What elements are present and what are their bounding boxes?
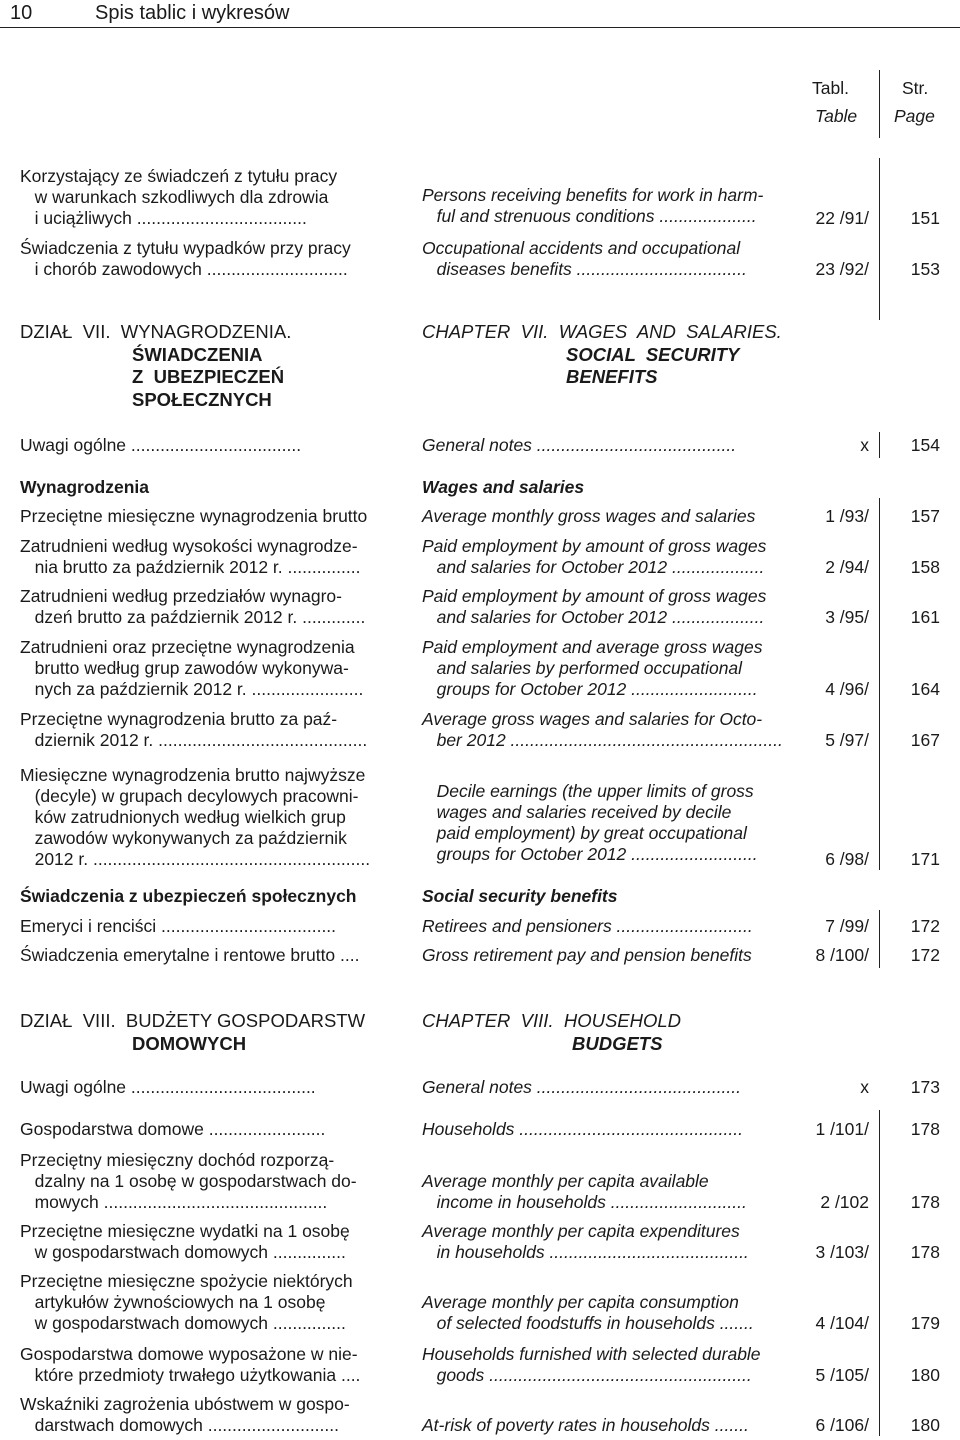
entry-title-en: Retirees and pensioners ............................ bbox=[422, 916, 753, 936]
entry-title-en: ber 2012 ........................................................ bbox=[422, 730, 783, 750]
table-number: 4 /96/ bbox=[825, 679, 869, 699]
entry-title-pl: w warunkach szkodliwych dla zdrowia bbox=[20, 187, 329, 207]
entry-title-pl: artykułów żywnościowych na 1 osobę bbox=[20, 1292, 326, 1312]
general-notes-pl: Uwagi ogólne ................................... bbox=[20, 435, 302, 455]
entry-title-en: Occupational accidents and occupational bbox=[422, 238, 741, 258]
entry-title-en: wages and salaries received by decile bbox=[422, 802, 732, 822]
entry-title-en: At-risk of poverty rates in households ....... bbox=[422, 1415, 749, 1435]
table-number: 4 /104/ bbox=[815, 1313, 869, 1333]
page-number-ref: 158 bbox=[910, 557, 940, 577]
entry-title-pl: Świadczenia emerytalne i rentowe brutto .... bbox=[20, 945, 360, 965]
entry-title-en: Persons receiving benefits for work in harm- bbox=[422, 185, 764, 205]
entry-title-pl: nia brutto za październik 2012 r. ............... bbox=[20, 557, 361, 577]
entry-title-pl: Gospodarstwa domowe ........................ bbox=[20, 1119, 326, 1139]
entry-title-pl: Gospodarstwa domowe wyposażone w nie- bbox=[20, 1344, 358, 1364]
chapter-heading-en: CHAPTER VII. WAGES AND SALARIES. bbox=[422, 321, 782, 342]
entry-title-pl: które przedmioty trwałego użytkowania .... bbox=[20, 1365, 361, 1385]
table-number: 1 /93/ bbox=[825, 506, 869, 526]
chapter-heading-pl: SPOŁECZNYCH bbox=[132, 389, 272, 410]
chapter-heading-pl: DZIAŁ VIII. BUDŻETY GOSPODARSTW bbox=[20, 1010, 366, 1031]
entry-title-en: and salaries for October 2012 ................... bbox=[422, 557, 765, 577]
entry-title-pl: zawodów wykonywanych za październik bbox=[20, 828, 347, 848]
entry-title-en: in households ......................................... bbox=[422, 1242, 749, 1262]
table-number: 3 /95/ bbox=[825, 607, 869, 627]
chapter-heading-en: BUDGETS bbox=[572, 1033, 663, 1054]
page-number-ref: 178 bbox=[910, 1119, 940, 1139]
entry-title-pl: darstwach domowych ........................... bbox=[20, 1415, 339, 1435]
chapter-heading-pl: DOMOWYCH bbox=[132, 1033, 247, 1054]
page-number-ref: 179 bbox=[910, 1313, 940, 1333]
general-notes-en: General notes .......................................... bbox=[422, 1077, 741, 1097]
col-table-en: Table bbox=[815, 106, 858, 126]
chapter-heading-pl: DZIAŁ VII. WYNAGRODZENIA. bbox=[20, 321, 292, 342]
page-number-ref: 180 bbox=[910, 1415, 940, 1435]
entry-title-en: Average monthly per capita available bbox=[422, 1171, 709, 1191]
entry-title-en: of selected foodstuffs in households ....... bbox=[422, 1313, 754, 1333]
page-number-ref: 172 bbox=[910, 945, 940, 965]
page-number-ref: 151 bbox=[910, 208, 940, 228]
entry-title-en: Decile earnings (the upper limits of gross bbox=[422, 781, 754, 801]
entry-title-pl: dziernik 2012 r. ........................................... bbox=[20, 730, 368, 750]
table-number: 8 /100/ bbox=[815, 945, 869, 965]
entry-title-pl: 2012 r. ......................................................... bbox=[20, 849, 371, 869]
entry-title-en: and salaries by performed occupational bbox=[422, 658, 743, 678]
table-number: 6 /106/ bbox=[815, 1415, 869, 1435]
general-notes-pl: Uwagi ogólne ...................................... bbox=[20, 1077, 316, 1097]
page-number: 10 bbox=[10, 2, 33, 24]
table-number: x bbox=[860, 1077, 869, 1097]
table-number: 23 /92/ bbox=[815, 259, 869, 279]
page-number-ref: 164 bbox=[910, 679, 940, 699]
entry-title-pl: Przeciętne wynagrodzenia brutto za paź- bbox=[20, 709, 338, 729]
chapter-heading-en: SOCIAL SECURITY bbox=[566, 344, 740, 365]
entry-title-pl: Przeciętne miesięczne spożycie niektórych bbox=[20, 1271, 353, 1291]
entry-title-pl: Przeciętne miesięczne wydatki na 1 osobę bbox=[20, 1221, 350, 1241]
entry-title-en: Paid employment and average gross wages bbox=[422, 637, 763, 657]
entry-title-en: ful and strenuous conditions .................... bbox=[422, 206, 757, 226]
entry-title-pl: Korzystający ze świadczeń z tytułu pracy bbox=[20, 166, 338, 186]
entry-title-pl: brutto według grup zawodów wykonywa- bbox=[20, 658, 349, 678]
chapter-heading-pl: Z UBEZPIECZEŃ bbox=[132, 366, 285, 387]
section-heading-en: Social security benefits bbox=[422, 886, 618, 906]
column-divider bbox=[879, 158, 880, 320]
table-number: 2 /94/ bbox=[825, 557, 869, 577]
general-notes-en: General notes ......................................... bbox=[422, 435, 737, 455]
entry-title-pl: dzeń brutto za październik 2012 r. ............. bbox=[20, 607, 366, 627]
entry-title-pl: Przeciętny miesięczny dochód rozporzą- bbox=[20, 1150, 335, 1170]
section-heading-en: Wages and salaries bbox=[422, 477, 585, 497]
entry-title-en: goods ...................................................... bbox=[422, 1365, 752, 1385]
entry-title-pl: dzalny na 1 osobę w gospodarstwach do- bbox=[20, 1171, 357, 1191]
entry-title-en: Households furnished with selected durable bbox=[422, 1344, 761, 1364]
chapter-heading-en: BENEFITS bbox=[566, 366, 658, 387]
entry-title-pl: Miesięczne wynagrodzenia brutto najwyższe bbox=[20, 765, 366, 785]
page-number-ref: 154 bbox=[910, 435, 940, 455]
entry-title-pl: ków zatrudnionych według wielkich grup bbox=[20, 807, 346, 827]
column-divider bbox=[879, 910, 880, 968]
section-heading-pl: Świadczenia z ubezpieczeń społecznych bbox=[20, 886, 357, 906]
entry-title-en: Average gross wages and salaries for Octo- bbox=[422, 709, 763, 729]
page-number-ref: 178 bbox=[910, 1242, 940, 1262]
entry-title-pl: w gospodarstwach domowych ............... bbox=[20, 1313, 346, 1333]
column-divider bbox=[879, 70, 880, 138]
table-number: 5 /105/ bbox=[815, 1365, 869, 1385]
entry-title-pl: w gospodarstwach domowych ............... bbox=[20, 1242, 346, 1262]
column-divider bbox=[879, 432, 880, 458]
header-rule bbox=[0, 27, 960, 28]
entry-title-en: groups for October 2012 .......................... bbox=[422, 679, 758, 699]
entry-title-pl: Wskaźniki zagrożenia ubóstwem w gospo- bbox=[20, 1394, 350, 1414]
chapter-heading-en: CHAPTER VIII. HOUSEHOLD bbox=[422, 1010, 682, 1031]
page-number-ref: 153 bbox=[910, 259, 940, 279]
col-tabl-pl: Tabl. bbox=[812, 78, 849, 98]
entry-title-en: Average monthly per capita expenditures bbox=[422, 1221, 740, 1241]
entry-title-en: Average monthly gross wages and salaries bbox=[422, 506, 756, 526]
col-str-pl: Str. bbox=[902, 78, 929, 98]
page-number-ref: 161 bbox=[910, 607, 940, 627]
page-title: Spis tablic i wykresów bbox=[95, 2, 290, 24]
chapter-heading-pl: ŚWIADCZENIA bbox=[132, 344, 263, 365]
entry-title-pl: i chorób zawodowych ............................. bbox=[20, 259, 348, 279]
entry-title-en: and salaries for October 2012 ................... bbox=[422, 607, 765, 627]
page-number-ref: 171 bbox=[910, 849, 940, 869]
entry-title-pl: Zatrudnieni według przedziałów wynagro- bbox=[20, 586, 342, 606]
table-number: 22 /91/ bbox=[815, 208, 869, 228]
page-number-ref: 172 bbox=[910, 916, 940, 936]
page-number-ref: 178 bbox=[910, 1192, 940, 1212]
section-heading-pl: Wynagrodzenia bbox=[20, 477, 150, 497]
page-number-ref: 167 bbox=[910, 730, 940, 750]
entry-title-en: income in households ............................ bbox=[422, 1192, 747, 1212]
entry-title-pl: (decyle) w grupach decylowych pracowni- bbox=[20, 786, 359, 806]
entry-title-en: Paid employment by amount of gross wages bbox=[422, 536, 767, 556]
table-number: 6 /98/ bbox=[825, 849, 869, 869]
entry-title-en: paid employment) by great occupational bbox=[422, 823, 747, 843]
entry-title-en: Households .............................................. bbox=[422, 1119, 743, 1139]
page-number-ref: 173 bbox=[910, 1077, 940, 1097]
column-divider bbox=[879, 1110, 880, 1436]
entry-title-pl: i uciążliwych ................................... bbox=[20, 208, 307, 228]
page-number-ref: 180 bbox=[910, 1365, 940, 1385]
entry-title-pl: Świadczenia z tytułu wypadków przy pracy bbox=[20, 238, 351, 258]
entry-title-pl: Zatrudnieni oraz przeciętne wynagrodzenia bbox=[20, 637, 355, 657]
entry-title-en: Average monthly per capita consumption bbox=[422, 1292, 739, 1312]
entry-title-pl: mowych .............................................. bbox=[20, 1192, 328, 1212]
entry-title-pl: Przeciętne miesięczne wynagrodzenia brutto bbox=[20, 506, 368, 526]
entry-title-en: diseases benefits ................................... bbox=[422, 259, 747, 279]
table-number: 7 /99/ bbox=[825, 916, 869, 936]
table-number: x bbox=[860, 435, 869, 455]
entry-title-en: groups for October 2012 .......................... bbox=[422, 844, 758, 864]
entry-title-pl: Zatrudnieni według wysokości wynagrodze- bbox=[20, 536, 358, 556]
entry-title-en: Gross retirement pay and pension benefits bbox=[422, 945, 752, 965]
table-number: 5 /97/ bbox=[825, 730, 869, 750]
column-divider bbox=[879, 498, 880, 870]
table-number: 2 /102 bbox=[820, 1192, 869, 1212]
table-number: 1 /101/ bbox=[815, 1119, 869, 1139]
entry-title-en: Paid employment by amount of gross wages bbox=[422, 586, 767, 606]
entry-title-pl: nych za październik 2012 r. ....................... bbox=[20, 679, 364, 699]
entry-title-pl: Emeryci i renciści .................................... bbox=[20, 916, 337, 936]
table-number: 3 /103/ bbox=[815, 1242, 869, 1262]
page-number-ref: 157 bbox=[910, 506, 940, 526]
col-page-en: Page bbox=[894, 106, 935, 126]
